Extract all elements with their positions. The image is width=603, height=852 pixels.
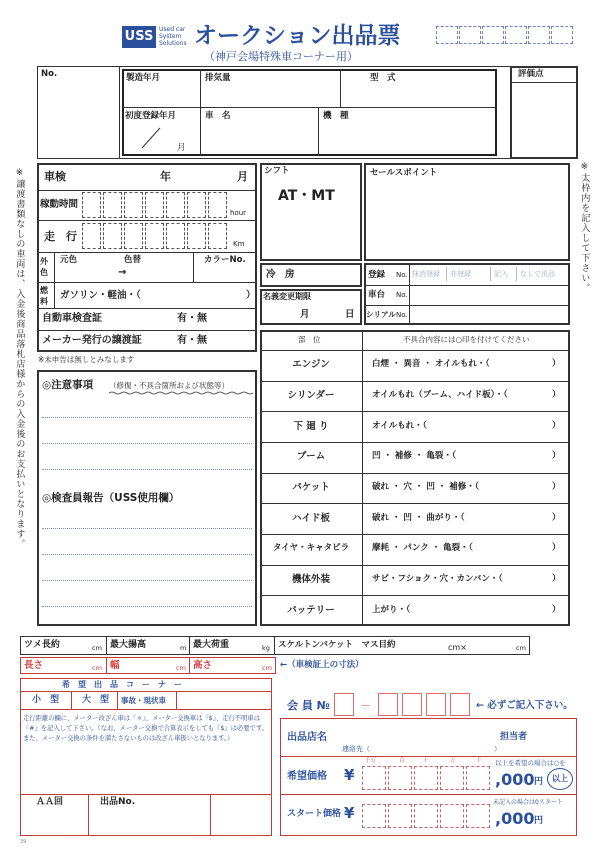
part-issue-close: ） <box>552 573 561 584</box>
tsume-label: ツメ長約 <box>24 640 60 650</box>
part-name: 機体外装 <box>291 573 330 585</box>
part-issue[interactable]: 白煙 ・ 異音 ・ オイルもれ・（ <box>372 359 490 370</box>
unit-man: 万 <box>450 758 456 764</box>
kaiin-label: 会 員 № <box>287 699 330 712</box>
part-issue[interactable]: 破れ ・ 凹 ・ 曲がり・（ <box>372 512 465 523</box>
logo-sub-2: System <box>159 33 182 40</box>
maker-label: メーカー発行の譲渡証 <box>42 335 142 346</box>
serial-label: シリアル <box>366 310 396 319</box>
shadai-no: No. <box>396 291 408 299</box>
start-en: 円 <box>534 816 544 826</box>
touroku-opt-1[interactable]: 抹消登録 <box>412 270 440 278</box>
irokae-label: 色替 <box>124 255 142 265</box>
kibou-000: ,000 <box>495 770 535 789</box>
part-name: バケット <box>292 481 330 493</box>
max-yoko-label: 最大揚高 <box>110 640 147 650</box>
renraku-close: ） <box>494 745 501 753</box>
corner-ogata[interactable]: 大 型 <box>82 695 110 705</box>
part-name: 下 廻 り <box>293 420 329 432</box>
kaiin-must-note: ← 必ずご記入下さい。 <box>476 700 573 711</box>
parts-row[interactable] <box>260 473 570 504</box>
part-issue[interactable]: 凹 ・ 補修 ・ 亀裂・（ <box>372 451 457 462</box>
hyoka-box[interactable] <box>510 66 578 159</box>
unit-hyaku: 百 <box>399 758 405 764</box>
meigi-day: 日 <box>345 309 355 320</box>
kaiin-box-1[interactable] <box>334 693 354 716</box>
max-kaju-label: 最大荷重 <box>193 640 230 650</box>
parts-row[interactable] <box>260 350 570 381</box>
ijou-note: 以上を希望の場合は○を <box>495 759 566 767</box>
aa-kai-label: ＡＡ回 <box>36 797 64 807</box>
issue-col-header: 不具合内容には○印を付けてください <box>403 335 530 344</box>
part-issue-close: ） <box>552 481 561 492</box>
part-issue-close: ） <box>552 420 561 431</box>
shodo-label: 初度登録年月 <box>125 111 177 121</box>
part-issue[interactable]: サビ・フショク・穴・カンバン・（ <box>372 573 503 584</box>
tantou-label: 担当者 <box>500 732 528 742</box>
takasa-unit: cm <box>262 664 272 672</box>
corner-kogata[interactable]: 小 型 <box>32 695 60 705</box>
start-label: スタート価格 <box>287 809 342 819</box>
kado-label: 稼動時間 <box>40 199 79 210</box>
form-title: オークション出品票 <box>194 22 401 49</box>
max-yoko-unit: m <box>180 644 187 652</box>
touroku-no: No. <box>396 271 408 279</box>
logo-mark: USS <box>122 26 156 48</box>
renraku-label: 連絡先（ <box>342 745 370 753</box>
parts-row[interactable] <box>260 534 570 565</box>
color-arrow: → <box>118 267 127 278</box>
kibou-kakaku-label: 希望価格 <box>287 771 327 782</box>
nagasa-label: 長さ <box>24 660 44 671</box>
parts-row[interactable] <box>260 503 570 534</box>
unit-ju: 十 <box>423 758 429 764</box>
kibou-corner-label: 希 望 出 品 コ ー ナ ー <box>62 680 182 689</box>
touroku-opt-2[interactable]: 非登録 <box>450 270 471 278</box>
meter-notice: 走行距離の欄に、メーター改ざん車は『＊』、メーター交換車は『$』、走行不明車は『#』を記入して下さい。（なお、メーター交換で合算表示をしても『$』は必要です。また、メーター交換の条件を満たさないものは改ざん車扱いとなります。） <box>23 715 268 742</box>
nenryo-label: 燃料 <box>40 286 48 306</box>
parts-row[interactable] <box>260 381 570 412</box>
haikiryo-label: 排気量 <box>205 73 231 83</box>
part-issue-close: ） <box>552 451 561 462</box>
chui-sub: （修復・不具合箇所および状態等） <box>109 381 229 390</box>
maker-umu[interactable]: 有・無 <box>177 335 207 346</box>
reibo-label: 冷 房 <box>266 269 295 280</box>
max-kaju-unit: kg <box>262 644 270 652</box>
part-name: タイヤ・キャタピラ <box>272 543 350 554</box>
shuppin-no-label: 出品No. <box>100 797 136 807</box>
no-label: No. <box>41 69 58 79</box>
start-yen-sign: ¥ <box>344 804 355 822</box>
parts-row[interactable] <box>260 442 570 473</box>
chui-label: ◎注意事項 <box>42 379 94 391</box>
atmt-options[interactable]: AT・MT <box>278 188 335 204</box>
shift-box[interactable] <box>260 163 362 261</box>
shodo-month: 月 <box>177 143 186 153</box>
soko-label: 走 行 <box>44 230 77 243</box>
unit-senman: 千万 <box>365 758 377 764</box>
katashiki-label: 型 式 <box>370 73 396 83</box>
part-name: バッテリー <box>287 604 335 616</box>
kibou-en: 円 <box>534 777 544 787</box>
part-name: エンジン <box>292 359 330 371</box>
part-issue[interactable]: オイルもれ（ブーム、ハイド板）・（ <box>372 389 508 400</box>
kibou-yen-sign: ¥ <box>344 766 355 784</box>
jidosha-umu[interactable]: 有・無 <box>177 313 207 324</box>
part-issue-close: ） <box>552 543 561 554</box>
sunpo-note: ←（車検証上の寸法） <box>280 660 364 670</box>
part-issue[interactable]: 上がり・（ <box>372 604 411 615</box>
start-000: ,000 <box>495 809 535 828</box>
mishinkoku-note: ※未申告は無しとみなします <box>38 355 135 364</box>
part-issue-close: ） <box>552 512 561 523</box>
corner-jiko[interactable]: 事故・現状車 <box>121 696 166 705</box>
parts-row[interactable] <box>260 595 570 626</box>
motoiro-label: 元色 <box>60 255 78 265</box>
part-issue[interactable]: 摩耗 ・ パンク ・ 亀裂・（ <box>372 543 473 554</box>
logo-sub-1: Used car <box>159 26 186 33</box>
meigi-label: 名義変更期限 <box>263 292 311 301</box>
slash-mark <box>140 126 162 150</box>
ijou-circle[interactable]: 以上 <box>547 768 573 790</box>
part-issue-close: ） <box>552 359 561 370</box>
haba-label: 幅 <box>110 660 120 671</box>
touroku-opt-4[interactable]: なしで出品 <box>520 270 555 278</box>
haba-unit: cm <box>176 664 186 672</box>
tenmei-label: 出品店名 <box>287 732 327 743</box>
shaken-year: 年 <box>160 170 171 183</box>
meigi-month: 月 <box>300 309 310 320</box>
touroku-opt-3[interactable]: 記入 <box>494 270 508 278</box>
hour-unit: hour <box>230 209 247 217</box>
footer-code: 39 <box>20 839 27 845</box>
tsume-unit: cm <box>92 644 102 652</box>
serial-no: No. <box>396 311 408 319</box>
parts-col-header: 部 位 <box>298 335 321 344</box>
part-name: ブーム <box>296 451 326 463</box>
wavy-underline <box>109 391 255 396</box>
takasa-label: 高さ <box>193 660 213 671</box>
kishu-label: 機 種 <box>323 111 349 121</box>
header-number-boxes[interactable] <box>436 26 576 44</box>
logo-sub-3: Solutions <box>159 40 187 47</box>
nagasa-unit: cm <box>92 664 102 672</box>
gaishoku-label: 外色 <box>40 257 48 277</box>
shadai-label: 車台 <box>368 290 386 300</box>
part-issue[interactable]: 破れ ・ 穴 ・ 凹 ・ 補修・（ <box>372 481 480 492</box>
part-issue-close: ） <box>552 604 561 615</box>
part-name: ハイド板 <box>291 512 330 524</box>
form-subtitle: （神戸会場特殊車コーナー用） <box>204 50 358 63</box>
unit-sen: 千 <box>476 758 482 764</box>
fuel-close-paren: ） <box>246 290 256 301</box>
left-side-note: ※譲渡書類なしの車両は、入金後商品落札店様からの入金後のお支払いとなります。 <box>14 168 25 549</box>
km-unit: Km <box>233 240 245 248</box>
fuel-options[interactable]: ガソリン・軽油・（ <box>60 290 141 301</box>
sales-point-label: セールスポイント <box>370 168 438 178</box>
parts-row[interactable] <box>260 411 570 442</box>
kensain-label: ◎検査員報告（USS使用欄） <box>42 492 180 504</box>
part-name: シリンダー <box>287 389 335 401</box>
part-issue-close: ） <box>552 389 561 400</box>
skeleton-unit-2: cm <box>516 644 526 652</box>
skeleton-unit-1: cm× <box>448 643 467 652</box>
hyoka-label: 評価点 <box>518 69 544 79</box>
skeleton-label: スケルトンバケット マス目約 <box>278 640 396 650</box>
kaiin-dash: － <box>360 699 371 712</box>
dims-row-2[interactable] <box>20 657 276 674</box>
seizo-label: 製造年月 <box>126 73 161 83</box>
touroku-label: 登録 <box>368 270 386 280</box>
jidosha-label: 自動車検査証 <box>42 313 102 324</box>
parts-row[interactable] <box>260 565 570 596</box>
shamei-label: 車 名 <box>205 111 231 121</box>
shaken-label: 車検 <box>44 170 66 183</box>
start-note: 未記入の場合は0スタート <box>493 799 563 806</box>
color-no-label: カラーNo. <box>204 255 246 265</box>
shaken-month: 月 <box>237 170 248 183</box>
shift-label: シフト <box>264 166 290 176</box>
right-side-note: ※太枠内を記入して下さい。 <box>579 162 590 293</box>
part-issue[interactable]: オイルもれ・（ <box>372 420 427 431</box>
uss-logo <box>122 26 189 48</box>
